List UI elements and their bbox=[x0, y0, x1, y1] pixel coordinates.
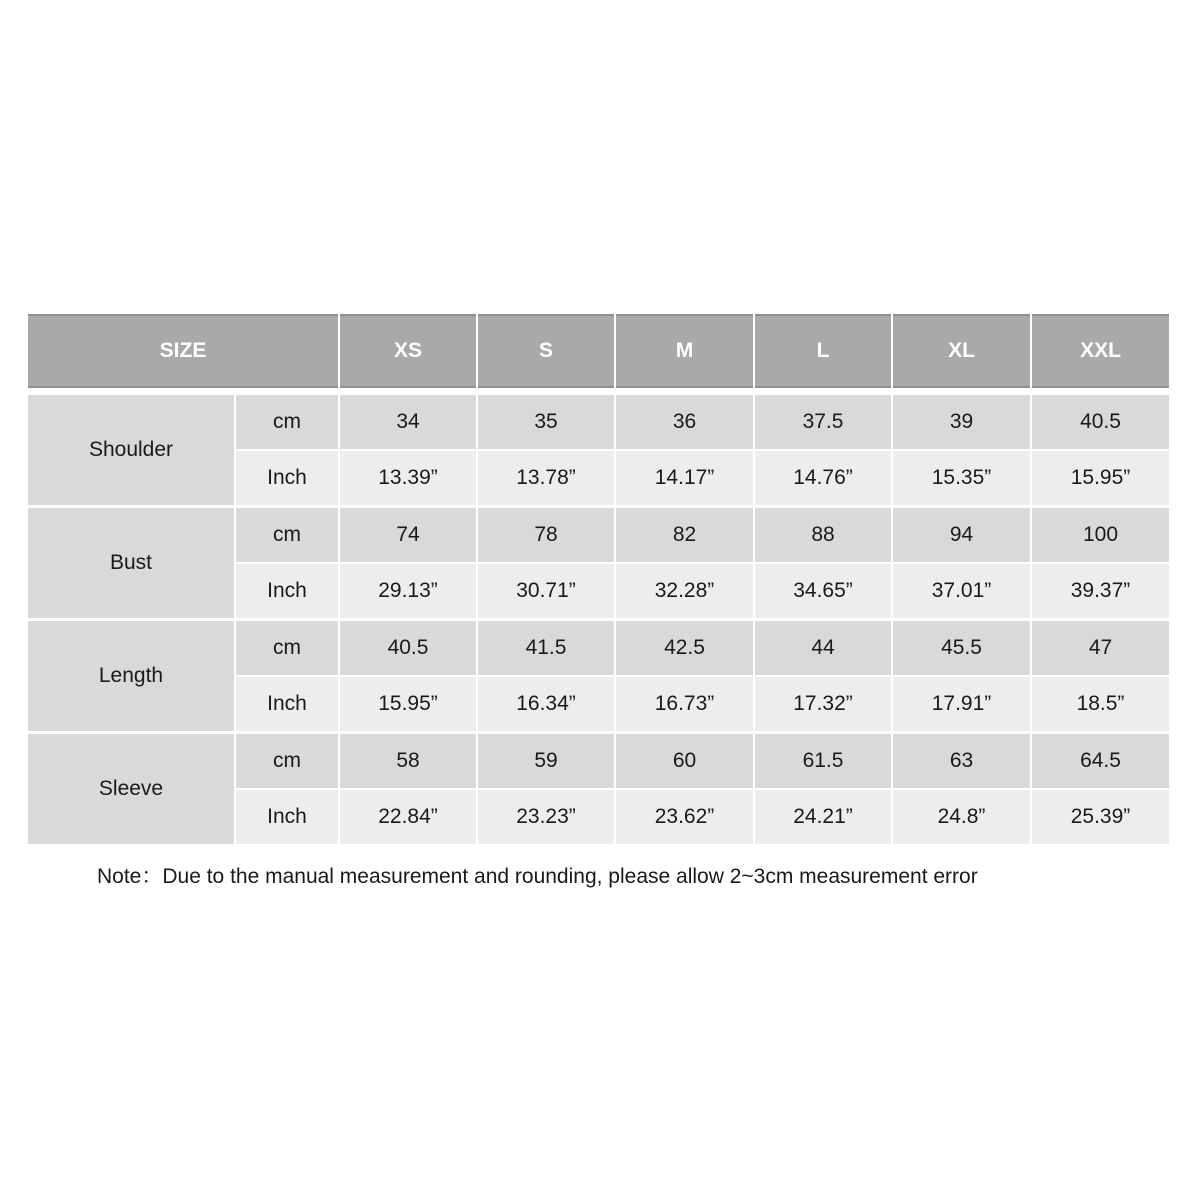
table-row bbox=[28, 731, 1169, 788]
table-cell: 17.91” bbox=[891, 675, 1030, 731]
table-cell: 34 bbox=[338, 392, 476, 449]
table-cell: 32.28” bbox=[614, 562, 753, 618]
table-cell: 44 bbox=[753, 618, 891, 675]
table-cell: 13.78” bbox=[476, 449, 614, 505]
table-cell: 40.5 bbox=[1030, 392, 1169, 449]
measure-label-shoulder: Shoulder bbox=[28, 392, 234, 505]
unit-label: Inch bbox=[234, 675, 338, 731]
size-header-xs: XS bbox=[338, 314, 476, 392]
table-cell: 78 bbox=[476, 505, 614, 562]
table-cell: 34.65” bbox=[753, 562, 891, 618]
table-row bbox=[28, 618, 1169, 675]
table-cell: 42.5 bbox=[614, 618, 753, 675]
unit-label: cm bbox=[234, 392, 338, 449]
unit-label: cm bbox=[234, 731, 338, 788]
table-row bbox=[28, 392, 1169, 449]
unit-label: cm bbox=[234, 505, 338, 562]
table-cell: 24.21” bbox=[753, 788, 891, 844]
table-cell: 29.13” bbox=[338, 562, 476, 618]
table-cell: 88 bbox=[753, 505, 891, 562]
measure-label-bust: Bust bbox=[28, 505, 234, 618]
table-cell: 30.71” bbox=[476, 562, 614, 618]
table-cell: 100 bbox=[1030, 505, 1169, 562]
table-cell: 15.95” bbox=[1030, 449, 1169, 505]
table-cell: 37.5 bbox=[753, 392, 891, 449]
table-cell: 16.73” bbox=[614, 675, 753, 731]
table-cell: 24.8” bbox=[891, 788, 1030, 844]
table-cell: 17.32” bbox=[753, 675, 891, 731]
size-chart-table bbox=[28, 314, 1169, 844]
size-header-label: SIZE bbox=[28, 314, 338, 392]
size-header-s: S bbox=[476, 314, 614, 392]
table-cell: 47 bbox=[1030, 618, 1169, 675]
table-row bbox=[28, 505, 1169, 562]
table-cell: 82 bbox=[614, 505, 753, 562]
table-cell: 15.35” bbox=[891, 449, 1030, 505]
table-cell: 40.5 bbox=[338, 618, 476, 675]
unit-label: Inch bbox=[234, 788, 338, 844]
table-cell: 13.39” bbox=[338, 449, 476, 505]
table-cell: 23.62” bbox=[614, 788, 753, 844]
table-cell: 16.34” bbox=[476, 675, 614, 731]
table-cell: 63 bbox=[891, 731, 1030, 788]
size-header-m: M bbox=[614, 314, 753, 392]
table-cell: 58 bbox=[338, 731, 476, 788]
table-cell: 15.95” bbox=[338, 675, 476, 731]
table-cell: 35 bbox=[476, 392, 614, 449]
table-cell: 94 bbox=[891, 505, 1030, 562]
table-cell: 14.17” bbox=[614, 449, 753, 505]
header-row bbox=[28, 314, 1169, 392]
measurement-note: Note：Due to the manual measurement and rounding, please allow 2~3cm measurement error bbox=[97, 865, 978, 888]
table-cell: 39 bbox=[891, 392, 1030, 449]
table-cell: 59 bbox=[476, 731, 614, 788]
table-cell: 60 bbox=[614, 731, 753, 788]
table-cell: 39.37” bbox=[1030, 562, 1169, 618]
table-cell: 25.39” bbox=[1030, 788, 1169, 844]
unit-label: Inch bbox=[234, 449, 338, 505]
unit-label: Inch bbox=[234, 562, 338, 618]
size-header-l: L bbox=[753, 314, 891, 392]
table-cell: 14.76” bbox=[753, 449, 891, 505]
table-cell: 74 bbox=[338, 505, 476, 562]
table-cell: 36 bbox=[614, 392, 753, 449]
table-cell: 61.5 bbox=[753, 731, 891, 788]
size-header-xxl: XXL bbox=[1030, 314, 1169, 392]
measure-label-length: Length bbox=[28, 618, 234, 731]
table-cell: 22.84” bbox=[338, 788, 476, 844]
table-cell: 64.5 bbox=[1030, 731, 1169, 788]
unit-label: cm bbox=[234, 618, 338, 675]
table-cell: 45.5 bbox=[891, 618, 1030, 675]
table-cell: 37.01” bbox=[891, 562, 1030, 618]
size-header-xl: XL bbox=[891, 314, 1030, 392]
table-cell: 18.5” bbox=[1030, 675, 1169, 731]
measure-label-sleeve: Sleeve bbox=[28, 731, 234, 844]
table-cell: 23.23” bbox=[476, 788, 614, 844]
table-cell: 41.5 bbox=[476, 618, 614, 675]
